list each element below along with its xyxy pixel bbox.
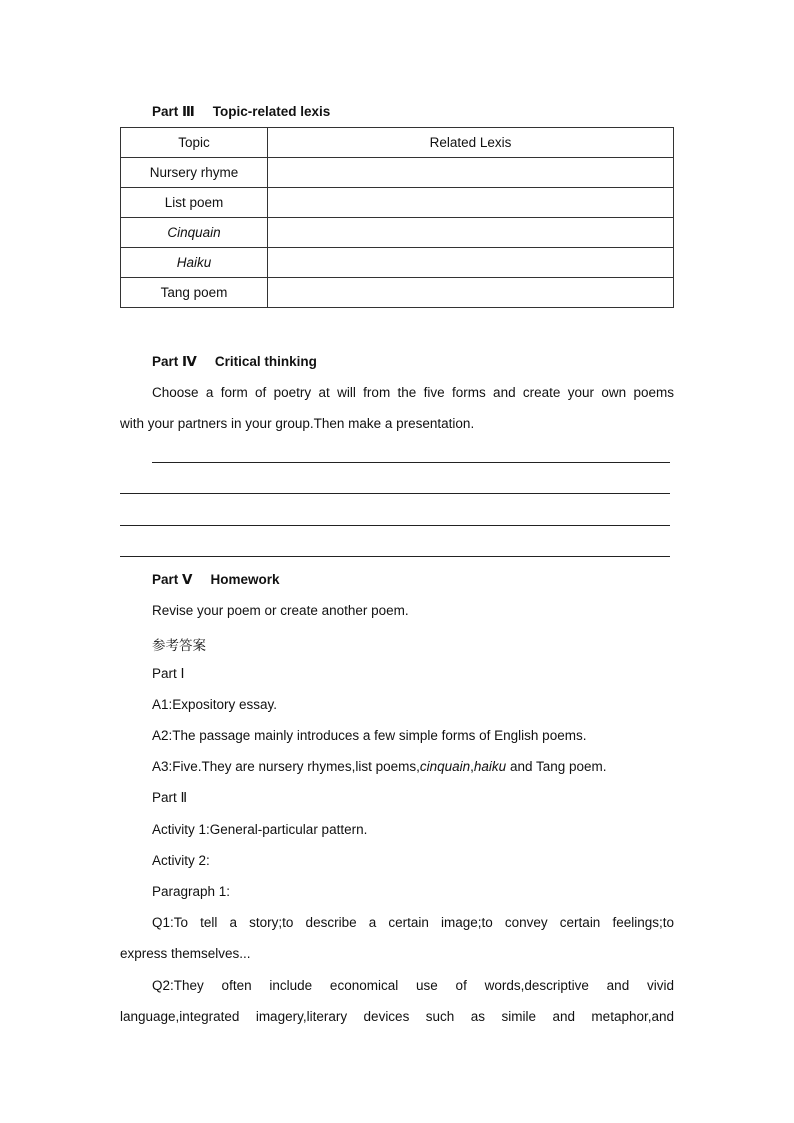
answer-a1: A1:Expository essay.	[152, 697, 278, 712]
topic-cell: Tang poem	[121, 278, 268, 308]
answers-heading: 参考答案	[152, 638, 206, 654]
table-row	[121, 158, 674, 188]
part4-instruction-line1: Choose a form of poetry at will from the five forms and create your own poems	[152, 385, 674, 400]
table-row	[121, 278, 674, 308]
part4-label: Part Ⅳ	[152, 354, 197, 369]
answer-paragraph1: Paragraph 1:	[152, 884, 231, 899]
answer-q2-line2: language,integrated imagery,literary devices such as simile and metaphor,and	[120, 1009, 674, 1024]
lexis-table	[120, 127, 674, 308]
answer-line[interactable]	[152, 462, 670, 463]
table-row	[121, 248, 674, 278]
part5-title: Homework	[210, 572, 280, 587]
lexis-cell[interactable]	[268, 248, 674, 278]
part5-heading	[152, 572, 280, 588]
answer-line[interactable]	[120, 525, 670, 526]
answer-a2: A2:The passage mainly introduces a few simple forms of English poems.	[152, 728, 587, 743]
topic-cell: List poem	[121, 188, 268, 218]
a3-suffix: and Tang poem.	[506, 759, 607, 774]
header-related-lexis: Related Lexis	[268, 128, 674, 158]
lexis-cell[interactable]	[268, 278, 674, 308]
answer-activity2: Activity 2:	[152, 853, 210, 868]
a3-prefix: A3:Five.They are nursery rhymes,list poems,	[152, 759, 420, 774]
lexis-cell[interactable]	[268, 158, 674, 188]
answer-q1-line1: Q1:To tell a story;to describe a certain image;to convey certain feelings;to	[152, 915, 674, 930]
lexis-cell[interactable]	[268, 188, 674, 218]
part3-label: Part Ⅲ	[152, 104, 195, 119]
answer-q1-line2: express themselves...	[120, 946, 251, 961]
answer-activity1: Activity 1:General-particular pattern.	[152, 822, 368, 837]
part5-text: Revise your poem or create another poem.	[152, 603, 409, 618]
part4-heading	[152, 354, 317, 370]
answers-part2-label: Part Ⅱ	[152, 790, 188, 805]
topic-cell: Haiku	[121, 248, 268, 278]
table-row	[121, 218, 674, 248]
answer-line[interactable]	[120, 493, 670, 494]
a3-comma: ,	[470, 759, 474, 774]
table-row	[121, 188, 674, 218]
part5-label: Part Ⅴ	[152, 572, 193, 587]
answers-part1-label: Part Ⅰ	[152, 666, 185, 681]
answer-a3	[152, 759, 674, 774]
table-header-row	[121, 128, 674, 158]
part3-heading	[152, 104, 330, 120]
part3-title: Topic-related lexis	[212, 104, 331, 119]
part4-instruction-line2: with your partners in your group.Then make a presentation.	[120, 416, 475, 431]
answer-line[interactable]	[120, 556, 670, 557]
answer-q2-line1: Q2:They often include economical use of words,descriptive and vivid	[152, 978, 674, 993]
topic-cell: Cinquain	[121, 218, 268, 248]
part4-title: Critical thinking	[214, 354, 317, 369]
a3-haiku: haiku	[473, 759, 507, 774]
a3-cinquain: cinquain	[419, 759, 471, 774]
topic-cell: Nursery rhyme	[121, 158, 268, 188]
lexis-cell[interactable]	[268, 218, 674, 248]
header-topic: Topic	[121, 128, 268, 158]
